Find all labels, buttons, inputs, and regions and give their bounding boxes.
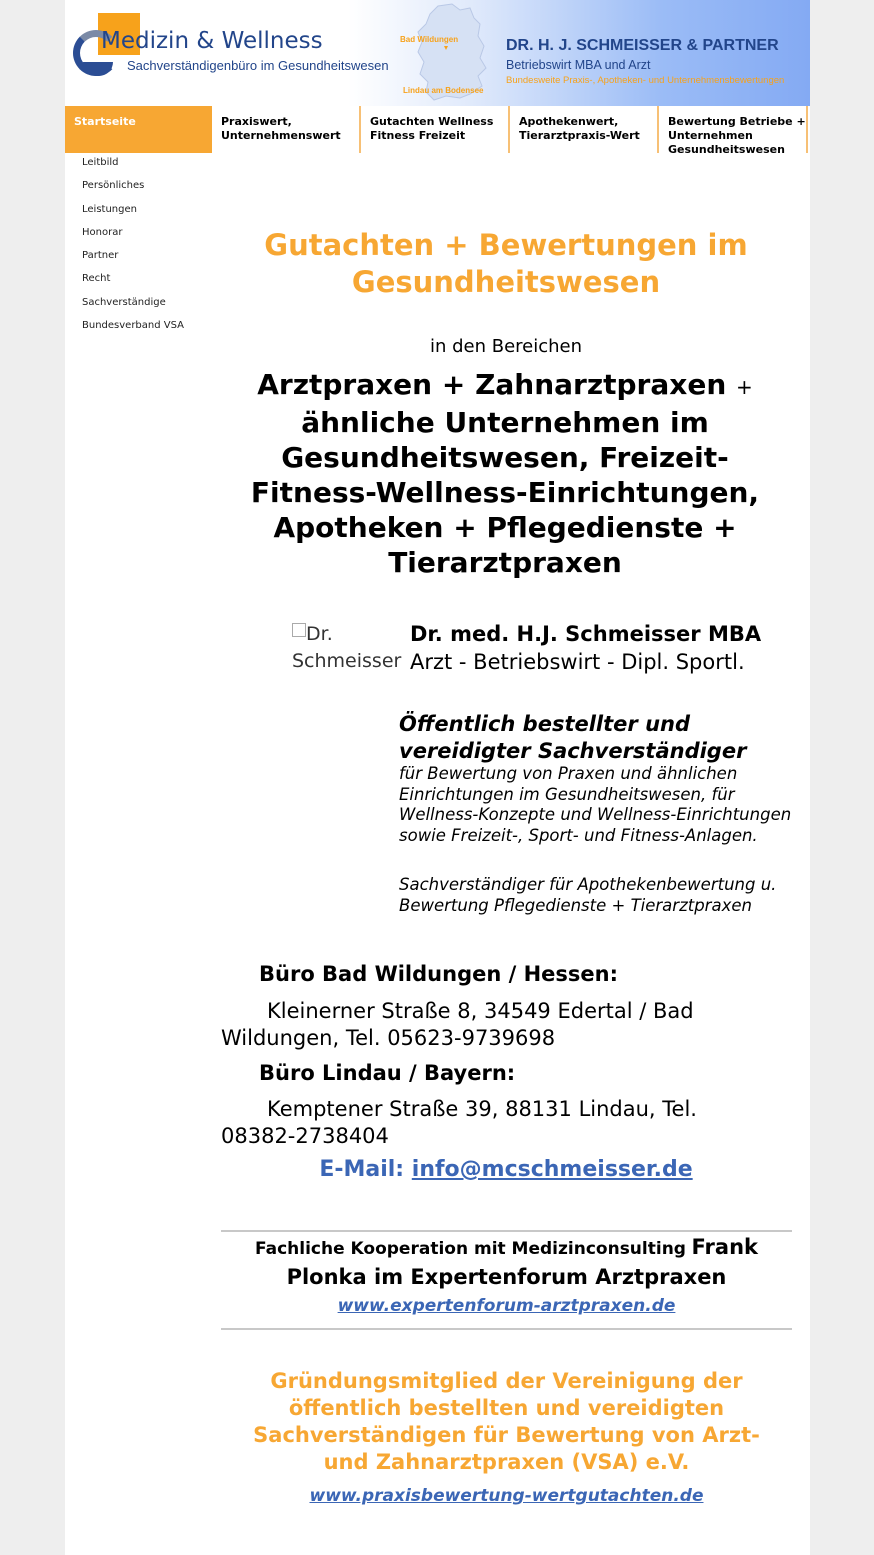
areas-line: Gesundheitswesen, Freizeit- xyxy=(281,441,729,474)
cooperation-line: Plonka im Expertenforum Arztpraxen xyxy=(286,1265,727,1289)
doctor-role: Arzt - Betriebswirt - Dipl. Sportl. xyxy=(410,650,745,674)
expert-description-pharmacy: Sachverständiger für Apothekenbewertung u. Bewertung Pflegedienste + Tierarztpraxen xyxy=(399,875,777,915)
page-title-line: Gesundheitswesen xyxy=(351,265,661,299)
sidebar xyxy=(82,157,184,343)
areas-heading xyxy=(235,367,775,580)
areas-line: ähnliche Unternehmen im xyxy=(301,406,709,439)
nav-text: Praxiswert, xyxy=(221,115,292,128)
areas-line: Tierarztpraxen xyxy=(388,546,622,579)
divider xyxy=(221,1328,792,1330)
page-title-line: Gutachten + Bewertungen im xyxy=(264,228,748,262)
doctor-name: Dr. med. H.J. Schmeisser MBA xyxy=(410,622,762,646)
email-label: E-Mail: xyxy=(319,1157,405,1182)
nav-gutachten-wellness[interactable] xyxy=(362,106,510,153)
nav-text: Bewertung Betriebe + xyxy=(668,115,806,128)
praxisbewertung-link[interactable]: www.praxisbewertung-wertgutachten.de xyxy=(309,1486,704,1506)
sidebar-item-persoenliches[interactable]: Persönliches xyxy=(82,180,145,192)
areas-plus: + xyxy=(736,375,753,399)
nav-startseite[interactable]: Startseite xyxy=(65,106,212,153)
vsa-line: öffentlich bestellten und vereidigten xyxy=(288,1396,725,1420)
header-banner xyxy=(65,0,810,106)
vsa-line: Sachverständigen für Bewertung von Arzt- xyxy=(253,1423,760,1447)
nav-text: Gesundheitswesen xyxy=(668,143,785,156)
office-lindau-heading: Büro Lindau / Bayern: xyxy=(259,1061,516,1085)
areas-line: Apotheken + Pflegedienste + xyxy=(273,511,737,544)
cooperation-text xyxy=(221,1233,792,1291)
page xyxy=(65,0,810,1555)
vsa-line: Gründungsmitglied der Vereinigung der xyxy=(270,1369,743,1393)
email-row xyxy=(221,1157,791,1182)
areas-text: Arztpraxen + Zahnarztpraxen xyxy=(257,368,727,401)
portrait-alt-line: Schmeisser xyxy=(292,650,402,672)
sidebar-item-recht[interactable]: Recht xyxy=(82,273,111,285)
areas-line: Fitness-Wellness-Einrichtungen, xyxy=(250,476,760,509)
sidebar-item-leitbild[interactable]: Leitbild xyxy=(82,157,119,168)
office-lindau-address: Kemptener Straße 39, 88131 Lindau, Tel. 08382-2738404 xyxy=(221,1097,697,1148)
expert-description: für Bewertung von Praxen und ähnlichen Einrichtungen im Gesundheitswesen, für Wellness-Konzepte und Wellness-Einrichtungen sowie Freizeit-, Sport- und Fitness-Anlagen. xyxy=(399,764,792,845)
portrait-alt-text: Dr. xyxy=(306,623,333,645)
cooperation-text-name: Frank xyxy=(691,1235,758,1259)
portrait-alt-line xyxy=(292,621,387,648)
expert-heading: Öffentlich bestellter und vereidigter Sachverständiger xyxy=(399,712,747,763)
email-link[interactable]: info@mcschmeisser.de xyxy=(411,1157,693,1182)
map-label-lindau: Lindau am Bodensee xyxy=(403,86,484,95)
sidebar-item-honorar[interactable]: Honorar xyxy=(82,226,123,238)
nav-text: Unternehmen xyxy=(668,129,753,142)
expertenforum-link[interactable]: www.expertenforum-arztpraxen.de xyxy=(337,1296,676,1316)
office-bad-wildungen-heading: Büro Bad Wildungen / Hessen: xyxy=(259,962,618,986)
nav-text: Fitness Freizeit xyxy=(370,129,466,142)
page-title xyxy=(221,227,791,301)
broken-image-icon xyxy=(292,623,306,637)
areas-line xyxy=(235,367,775,405)
portrait-image xyxy=(292,621,402,681)
map-label-bad-wildungen: Bad Wildungen xyxy=(400,35,459,44)
intro-text: in den Bereichen xyxy=(429,336,583,357)
nav-text: Tierarztpraxis-Wert xyxy=(519,129,640,142)
cooperation-text-small: Fachliche Kooperation mit Medizinconsulting xyxy=(254,1239,686,1259)
divider xyxy=(221,1230,792,1232)
sidebar-item-leistungen[interactable]: Leistungen xyxy=(82,203,137,215)
nav-text: Unternehmenswert xyxy=(221,129,341,142)
nav-bewertung-betriebe[interactable] xyxy=(660,106,808,156)
sidebar-item-partner[interactable]: Partner xyxy=(82,250,119,262)
partner-subtitle: Betriebswirt MBA und Arzt xyxy=(506,58,651,72)
nav-text: Gutachten Wellness xyxy=(370,115,494,128)
cooperation-line xyxy=(221,1233,792,1263)
vsa-line: und Zahnarztpraxen (VSA) e.V. xyxy=(323,1450,690,1474)
partner-title: DR. H. J. SCHMEISSER & PARTNER xyxy=(506,37,779,54)
sidebar-item-sachverstaendige[interactable]: Sachverständige xyxy=(82,296,166,308)
nav-apothekenwert[interactable] xyxy=(511,106,659,153)
office-bad-wildungen-address: Kleinerner Straße 8, 34549 Edertal / Bad Wildungen, Tel. 05623-9739698 xyxy=(221,999,694,1050)
nav-text: Apothekenwert, xyxy=(519,115,619,128)
nav-praxiswert[interactable] xyxy=(213,106,361,153)
vsa-membership-text xyxy=(231,1368,782,1476)
logo-title[interactable]: Medizin & Wellness xyxy=(101,28,323,54)
partner-tagline: Bundesweite Praxis-, Apotheken- und Unternehmensbewertungen xyxy=(506,75,785,86)
sidebar-item-bundesverband-vsa[interactable]: Bundesverband VSA xyxy=(82,320,184,332)
logo-subtitle: Sachverständigenbüro im Gesundheitswesen xyxy=(127,58,389,73)
